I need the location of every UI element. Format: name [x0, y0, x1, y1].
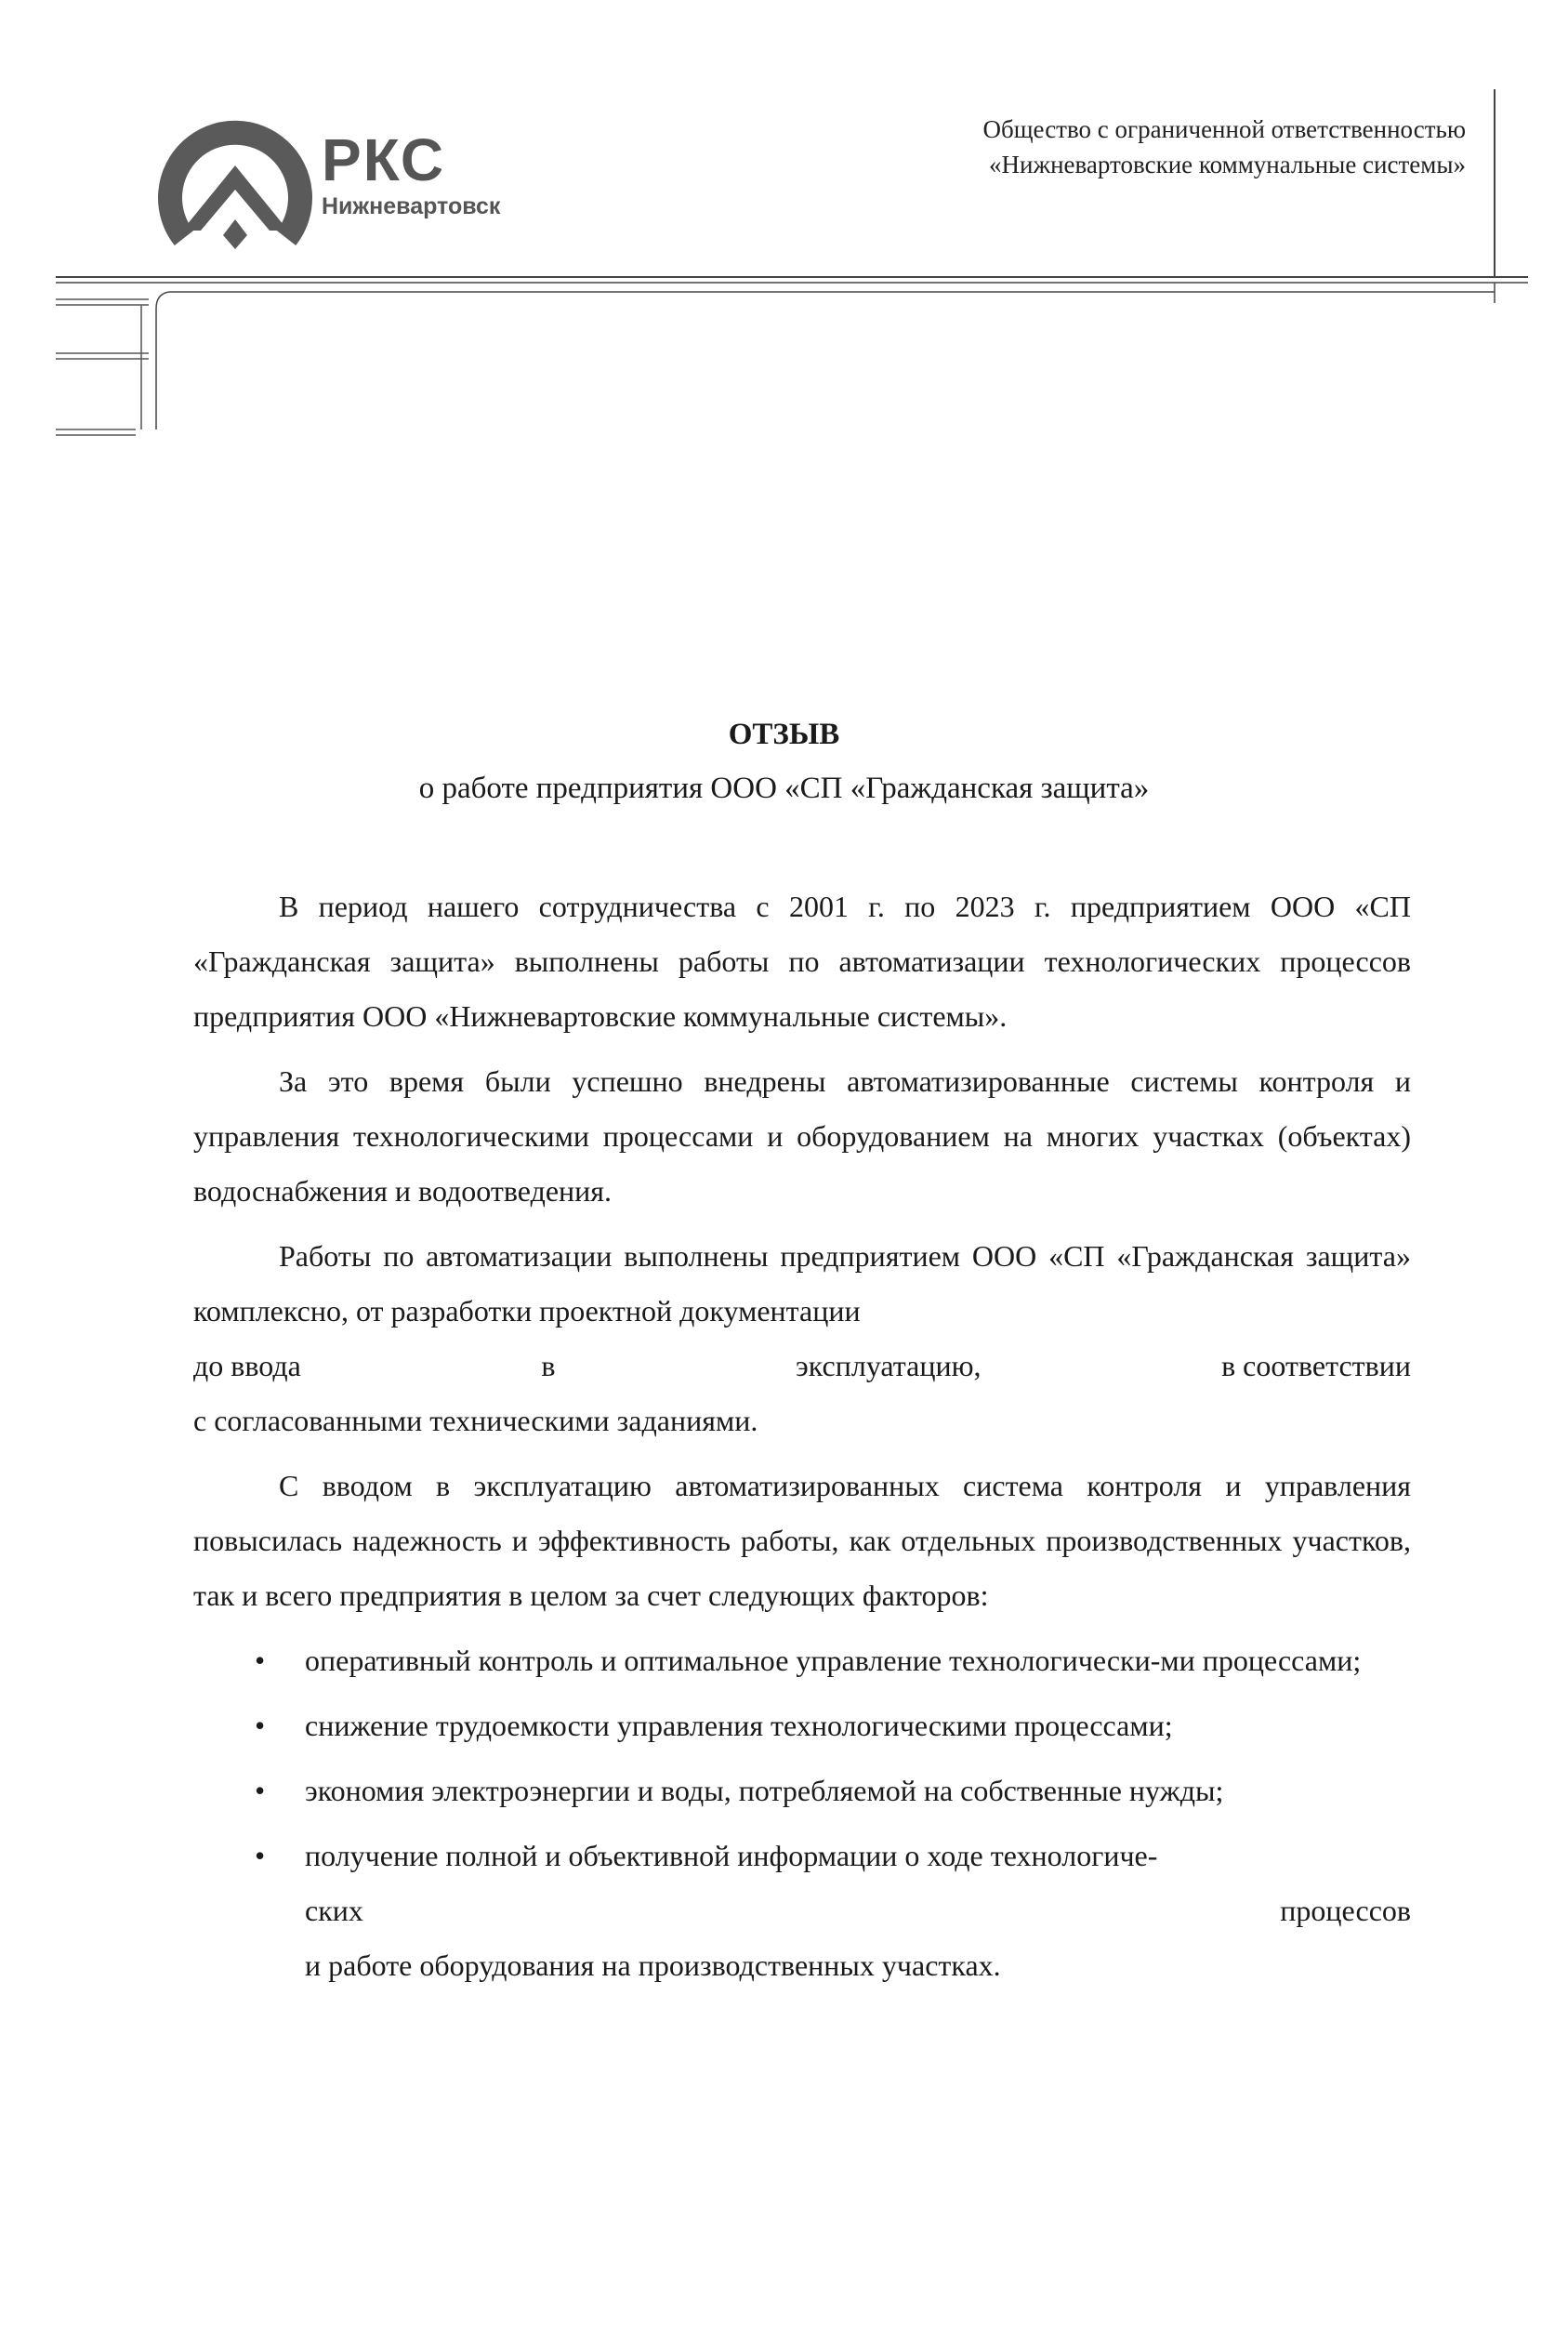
- list-item: [255, 1698, 1411, 1753]
- paragraph-4: С вводом в эксплуатацию автоматизированных система контроля и управления повысилась надежность и эффективность работы, как отдельных производственных участков, так и всего предприятия в целом за счет следующих факторов:: [193, 1469, 1411, 1612]
- spread-word: ских: [305, 1894, 363, 1927]
- paragraph-1: В период нашего сотрудничества с 2001 г. по 2023 г. предприятием ООО «СП «Гражданская защита» выполнены работы по автоматизации технологических процессов предприятия ООО «Нижневартовские коммунальные системы».: [193, 890, 1411, 1033]
- paragraph-3: [193, 1229, 1411, 1339]
- document-subtitle: о работе предприятия ООО «СП «Гражданская защита»: [418, 772, 1150, 805]
- spread-word: до ввода: [193, 1349, 301, 1382]
- bullet-icon: •: [255, 1644, 266, 1677]
- paragraph-3-end: с согласованными техническими заданиями.: [193, 1404, 758, 1437]
- spread-word: процессов: [1280, 1894, 1411, 1927]
- list-item-text: снижение трудоемкости управления технологическими процессами;: [305, 1709, 1173, 1742]
- list-item-spread-line: [305, 1883, 1411, 1938]
- paragraph-3-spread-line: [193, 1339, 1411, 1394]
- logo-city: Нижневартовск: [322, 193, 501, 219]
- paragraph-2: За это время были успешно внедрены автоматизированные системы контроля и управления технологическими процессами и оборудованием на многих участках (объектах) водоснабжения и водоотведения.: [193, 1064, 1411, 1208]
- list-item: [255, 1829, 1411, 1993]
- list-item-text-end: и работе оборудования на производственных участках.: [305, 1949, 1001, 1982]
- document-body: [193, 879, 1411, 2003]
- bullet-icon: •: [255, 1774, 266, 1807]
- list-item-text: оперативный контроль и оптимальное управление технологически-ми процессами;: [305, 1644, 1362, 1677]
- spread-word: в соответствии: [1221, 1349, 1411, 1382]
- document-title: ОТЗЫВ: [728, 718, 840, 751]
- factors-list: [193, 1633, 1411, 1993]
- org-name-line2: «Нижневартовские коммунальные системы»: [989, 151, 1466, 178]
- letterhead-lines: [0, 0, 1568, 446]
- list-item: [255, 1633, 1411, 1688]
- org-name-line1: Общество с ограниченной ответственностью: [982, 115, 1466, 143]
- list-item-text: экономия электроэнергии и воды, потребляемой на собственные нужды;: [305, 1774, 1224, 1807]
- logo-abbreviation: РКС: [322, 126, 446, 193]
- list-item-text: получение полной и объективной информации о ходе технологиче-: [305, 1839, 1158, 1872]
- paragraph-3-text: Работы по автоматизации выполнены предприятием ООО «СП «Гражданская защита» комплексно, от разработки проектной документации: [193, 1239, 1411, 1328]
- spread-word: в: [541, 1349, 556, 1382]
- spread-word: эксплуатацию,: [796, 1349, 982, 1382]
- bullet-icon: •: [255, 1709, 266, 1742]
- bullet-icon: •: [255, 1839, 266, 1872]
- list-item: [255, 1764, 1411, 1818]
